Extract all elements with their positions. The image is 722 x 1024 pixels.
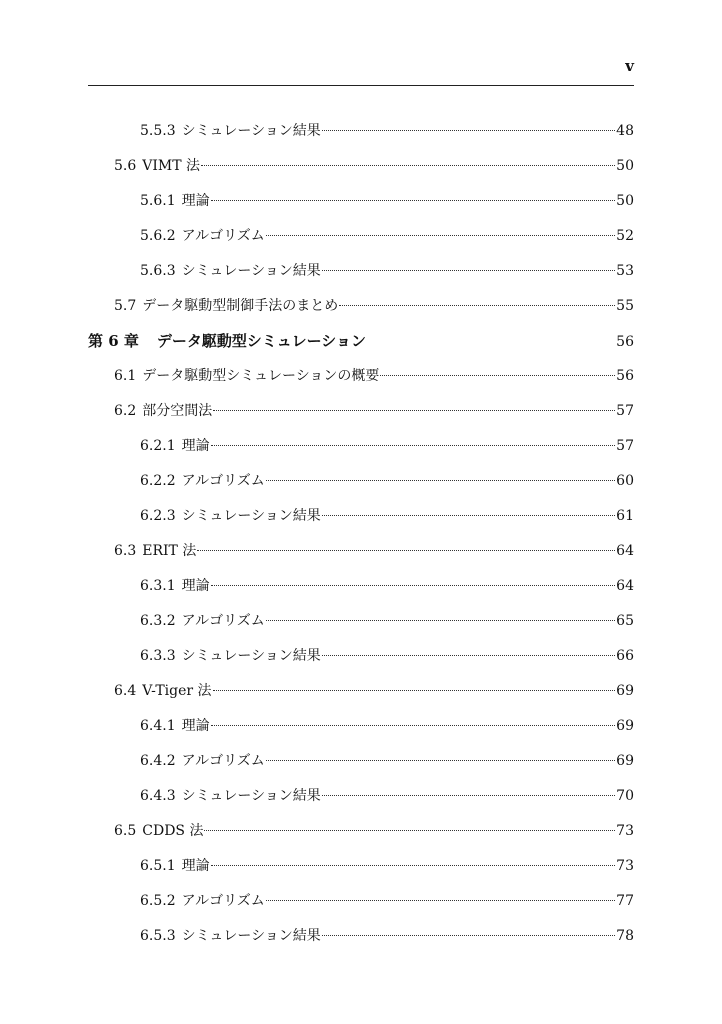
toc-entry-page: 57 [616,403,634,419]
toc-entry-number: 5.6.3 [140,263,176,279]
toc-entry[interactable] [88,569,634,604]
toc-entry[interactable] [88,149,634,184]
toc-entry-page: 57 [616,438,634,454]
toc-entry-page: 53 [616,263,634,279]
toc-entry-title: アルゴリズム [181,613,265,629]
toc-entry[interactable] [88,744,634,779]
toc-entry-title: データ駆動型シミュレーションの概要 [142,368,380,384]
toc-entry-page: 61 [616,508,634,524]
toc-entry-number: 6.3.1 [140,578,176,594]
toc-entry-page: 69 [616,718,634,734]
toc-entry-page: 78 [616,928,634,944]
toc-entry-number: 6.2.1 [140,438,176,454]
toc-entry-number: 第 6 章 [88,332,139,350]
toc-dot-leader [266,620,615,621]
toc-entry-number: 6.4.3 [140,788,176,804]
toc-entry-page: 60 [616,473,634,489]
toc-entry-number: 5.6.1 [140,193,176,209]
toc-entry[interactable] [88,639,634,674]
toc-entry-number: 6.3 [114,543,137,559]
toc-entry-page: 55 [616,298,634,314]
toc-entry[interactable] [88,219,634,254]
toc-dot-leader [266,760,615,761]
toc-entry[interactable] [88,814,634,849]
toc-entry-page: 50 [616,193,634,209]
toc-entry[interactable] [88,534,634,569]
toc-entry[interactable] [88,359,634,394]
toc-entry-title: アルゴリズム [181,753,265,769]
toc-dot-leader [213,410,615,411]
toc-entry[interactable] [88,849,634,884]
toc-entry-number: 5.7 [114,298,137,314]
toc-entry-number: 6.4.2 [140,753,176,769]
toc-dot-leader [266,235,615,236]
toc-entry-number: 6.5.2 [140,893,176,909]
toc-entry-number: 6.3.2 [140,613,176,629]
toc-dot-leader [322,130,615,131]
toc-entry-title: 理論 [181,578,210,594]
toc-entry-page: 50 [616,158,634,174]
toc-dot-leader [322,515,615,516]
toc-entry-title: アルゴリズム [181,473,265,489]
toc-entry[interactable] [88,184,634,219]
toc-entry-title: シミュレーション結果 [181,263,321,279]
toc-dot-leader [211,865,616,866]
toc-entry-page: 69 [616,683,634,699]
toc-entry-page: 73 [616,823,634,839]
toc-entry-number: 6.4.1 [140,718,176,734]
toc-entry-title: データ駆動型制御手法のまとめ [142,298,339,314]
toc-entry-page: 73 [616,858,634,874]
toc-entry-number: 6.2.2 [140,473,176,489]
toc-entry-title: VIMT 法 [142,158,201,174]
toc-dot-leader [201,165,615,166]
toc-entry-page: 65 [616,613,634,629]
toc-entry[interactable] [88,884,634,919]
toc-dot-leader [211,445,616,446]
toc-entry-number: 5.6.2 [140,228,176,244]
toc-entry-title: アルゴリズム [181,228,265,244]
toc-entry-title: シミュレーション結果 [181,928,321,944]
toc-entry-title: 理論 [181,718,210,734]
toc-entry[interactable] [88,114,634,149]
toc-entry-title: 理論 [181,193,210,209]
toc-entry-page: 48 [616,123,634,139]
toc-entry-number: 6.3.3 [140,648,176,664]
toc-entry-title: シミュレーション結果 [181,648,321,664]
page-number: v [625,57,634,75]
toc-entry-number: 6.4 [114,683,137,699]
toc-dot-leader [204,830,615,831]
toc-entry[interactable] [88,429,634,464]
toc-entry-number: 5.5.3 [140,123,176,139]
toc-dot-leader [211,585,616,586]
toc-entry-title: 部分空間法 [142,403,213,419]
toc-entry-page: 70 [616,788,634,804]
toc-dot-leader [322,270,615,271]
toc-dot-leader [211,725,616,726]
toc-entry-number: 6.2 [114,403,137,419]
toc-entry[interactable] [88,709,634,744]
toc-entry-title: シミュレーション結果 [181,123,321,139]
toc-entry[interactable] [88,289,634,324]
toc-entry[interactable] [88,919,634,954]
toc-entry[interactable] [88,674,634,709]
table-of-contents [88,114,634,954]
toc-entry-number: 6.5.1 [140,858,176,874]
toc-entry[interactable] [88,499,634,534]
toc-entry-number: 6.1 [114,368,137,384]
toc-dot-leader [266,900,615,901]
toc-dot-leader [380,375,615,376]
toc-entry-page: 56 [616,334,634,350]
toc-entry-title: シミュレーション結果 [181,508,321,524]
toc-entry-number: 5.6 [114,158,137,174]
toc-entry-title: 理論 [181,438,210,454]
toc-entry-page: 64 [616,578,634,594]
toc-entry[interactable] [88,604,634,639]
toc-dot-leader [197,550,615,551]
toc-entry[interactable] [88,464,634,499]
toc-entry-page: 56 [616,368,634,384]
toc-dot-leader [339,305,615,306]
toc-entry[interactable] [88,394,634,429]
toc-dot-leader [322,795,615,796]
toc-chapter-entry[interactable] [88,324,634,359]
toc-entry-page: 66 [616,648,634,664]
toc-dot-leader [322,935,615,936]
header-rule [88,85,634,86]
toc-entry-title: アルゴリズム [181,893,265,909]
toc-entry-title: V-Tiger 法 [142,683,212,699]
toc-entry-page: 52 [616,228,634,244]
toc-entry-title: ERIT 法 [142,543,197,559]
toc-entry-page: 69 [616,753,634,769]
toc-entry-title: データ駆動型シミュレーション [156,332,366,350]
toc-entry-number: 6.5 [114,823,137,839]
toc-dot-leader [213,690,616,691]
toc-entry-number: 6.5.3 [140,928,176,944]
toc-dot-leader [266,480,615,481]
toc-entry[interactable] [88,779,634,814]
toc-entry-page: 77 [616,893,634,909]
toc-entry-number: 6.2.3 [140,508,176,524]
toc-entry-title: CDDS 法 [142,823,204,839]
toc-entry-page: 64 [616,543,634,559]
toc-dot-leader [322,655,615,656]
toc-entry-title: シミュレーション結果 [181,788,321,804]
toc-dot-leader [211,200,616,201]
toc-entry[interactable] [88,254,634,289]
toc-entry-title: 理論 [181,858,210,874]
